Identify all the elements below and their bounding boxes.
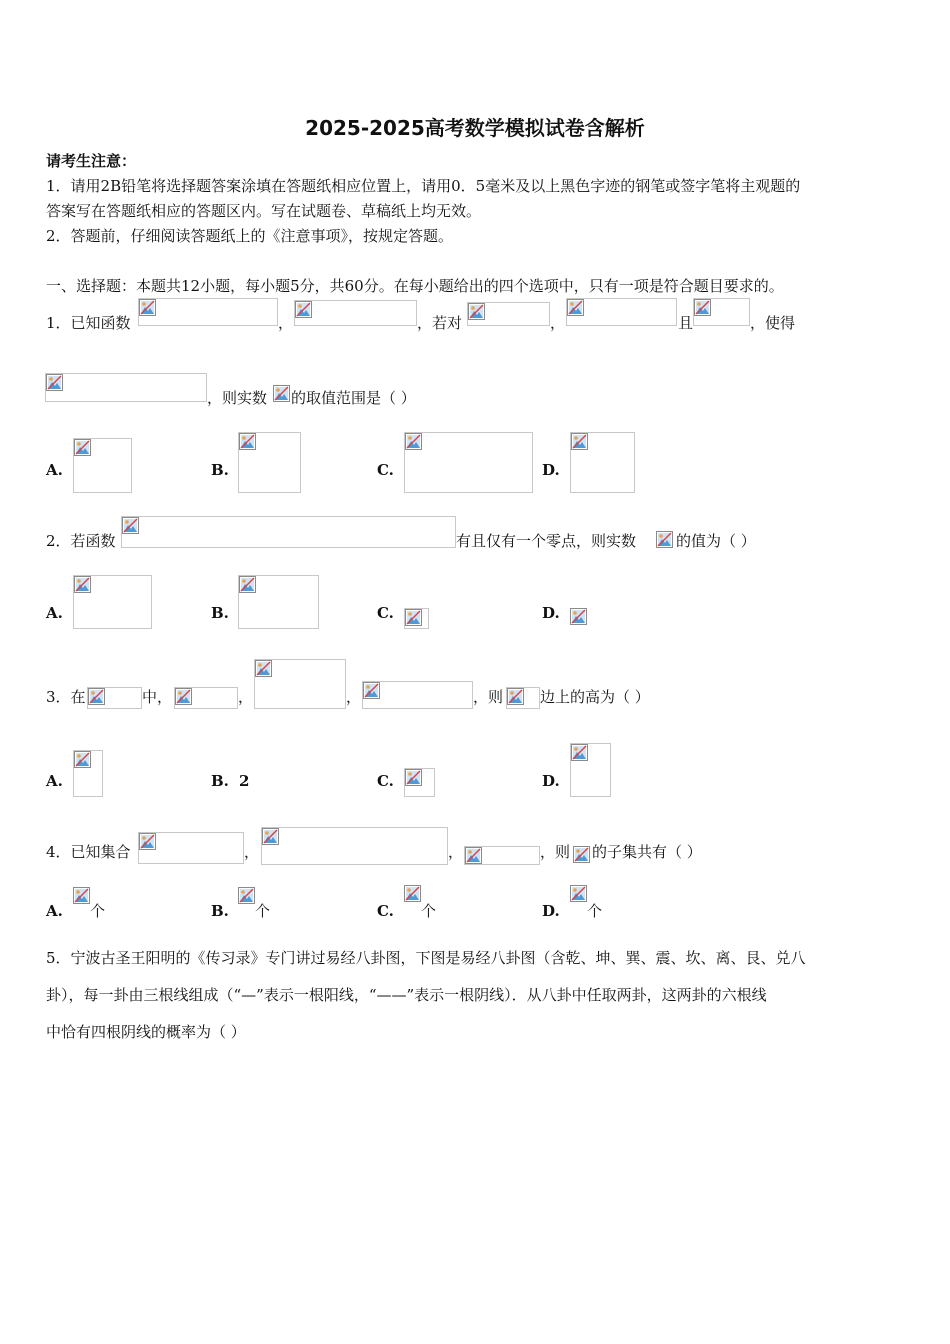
broken-image-icon <box>74 576 91 597</box>
formula-image <box>362 681 473 709</box>
option-image <box>404 768 435 797</box>
broken-image-icon <box>571 433 588 454</box>
q1-line2-end: 的取值范围是（ ） <box>291 389 416 407</box>
option-unit: 个 <box>587 902 603 920</box>
broken-image-icon <box>656 531 673 552</box>
option-d-label: D. <box>542 461 560 479</box>
broken-image-icon <box>88 688 105 709</box>
option-image <box>238 575 319 629</box>
notice-item2: 2．答题前，仔细阅读答题纸上的《注意事项》，按规定答题。 <box>46 227 454 245</box>
formula-image <box>138 832 244 864</box>
option-image <box>570 885 587 907</box>
broken-image-icon <box>405 609 422 630</box>
broken-image-icon <box>570 885 587 906</box>
q1-line2: ，则实数 <box>207 389 268 407</box>
broken-image-icon <box>175 688 192 709</box>
q2-prefix: 2．若函数 <box>46 532 116 550</box>
formula-image <box>254 659 346 709</box>
option-image <box>404 608 429 629</box>
q3-sep: ， <box>238 688 254 706</box>
formula-image <box>656 531 676 549</box>
option-unit: 个 <box>90 902 106 920</box>
option-a-label: A. <box>46 772 63 790</box>
broken-image-icon <box>262 828 279 849</box>
option-c-label: C. <box>377 604 394 622</box>
formula-image <box>467 302 550 326</box>
formula-image <box>121 516 456 548</box>
broken-image-icon <box>694 299 711 320</box>
q3-sep: ， <box>346 688 362 706</box>
option-a-label: A. <box>46 461 63 479</box>
broken-image-icon <box>570 608 587 629</box>
option-image <box>73 750 103 797</box>
broken-image-icon <box>468 303 485 324</box>
q1-sep: 且 <box>678 314 694 332</box>
option-unit: 个 <box>421 902 437 920</box>
broken-image-icon <box>405 769 422 790</box>
option-image <box>238 887 255 909</box>
broken-image-icon <box>239 576 256 597</box>
formula-image <box>45 373 207 402</box>
formula-image <box>294 300 417 326</box>
q3-prefix: 3．在 <box>46 688 86 706</box>
broken-image-icon <box>363 682 380 703</box>
q3-mid: 中， <box>142 688 173 706</box>
formula-image <box>464 846 540 865</box>
option-b-value: 2 <box>239 772 250 790</box>
broken-image-icon <box>139 833 156 854</box>
q3-end: 边上的高为（ ） <box>540 688 650 706</box>
option-image <box>73 575 152 629</box>
option-b-label: B. <box>211 604 229 622</box>
option-image <box>238 432 301 493</box>
q1-prefix: 1．已知函数 <box>46 314 131 332</box>
option-d-label: D. <box>542 772 560 790</box>
formula-image <box>138 298 278 326</box>
option-b-label: B. <box>211 902 229 920</box>
q4-sep: ， <box>244 843 260 861</box>
broken-image-icon <box>139 299 156 320</box>
formula-image <box>87 687 142 709</box>
broken-image-icon <box>404 885 421 906</box>
option-d-label: D. <box>542 604 560 622</box>
option-image <box>73 887 90 909</box>
formula-image <box>506 687 540 709</box>
formula-image <box>273 385 291 403</box>
q2-end: 的值为（ ） <box>676 532 756 550</box>
option-image <box>570 432 635 493</box>
q4-prefix: 4．已知集合 <box>46 843 131 861</box>
q5-line2: 卦），每一卦由三根线组成（“—”表示一根阳线，“——”表示一根阴线）．从八卦中任取两卦，这两卦的六根线 <box>46 986 767 1004</box>
notice-item1-line2: 答案写在答题纸相应的答题区内。写在试题卷、草稿纸上均无效。 <box>46 202 482 220</box>
broken-image-icon <box>465 847 482 868</box>
broken-image-icon <box>46 374 63 395</box>
q5-line1: 5．宁波古圣王阳明的《传习录》专门讲过易经八卦图，下图是易经八卦图（含乾、坤、巽、震、坎、离、艮、兑八 <box>46 949 806 967</box>
q1-sep: ，若对 <box>417 314 463 332</box>
option-unit: 个 <box>255 902 271 920</box>
page-title: 2025-2025高考数学模拟试卷含解析 <box>305 116 645 140</box>
q4-end: 的子集共有（ ） <box>592 843 702 861</box>
option-b-label: B. <box>211 772 229 790</box>
notice-item1-line1: 1．请用2B铅笔将选择题答案涂填在答题纸相应位置上，请用0．5毫米及以上黑色字迹的钢笔或签字笔将主观题的 <box>46 177 801 195</box>
section-heading: 一、选择题：本题共12小题，每小题5分，共60分。在每小题给出的四个选项中，只有一项是符合题目要求的。 <box>46 277 784 295</box>
broken-image-icon <box>122 517 139 538</box>
q1-sep: ， <box>550 314 566 332</box>
broken-image-icon <box>573 846 590 867</box>
broken-image-icon <box>74 751 91 772</box>
option-d-label: D. <box>542 902 560 920</box>
broken-image-icon <box>255 660 272 681</box>
option-c-label: C. <box>377 902 394 920</box>
option-c-label: C. <box>377 772 394 790</box>
q4-then: ，则 <box>540 843 571 861</box>
broken-image-icon <box>74 439 91 460</box>
option-a-label: A. <box>46 902 63 920</box>
broken-image-icon <box>273 385 290 406</box>
broken-image-icon <box>507 688 524 709</box>
formula-image <box>573 846 592 865</box>
broken-image-icon <box>73 887 90 908</box>
formula-image <box>261 827 448 865</box>
option-c-label: C. <box>377 461 394 479</box>
q2-mid: 有且仅有一个零点，则实数 <box>456 532 637 550</box>
option-image <box>570 608 588 629</box>
q3-then: ，则 <box>473 688 504 706</box>
broken-image-icon <box>238 887 255 908</box>
formula-image <box>693 298 750 326</box>
broken-image-icon <box>295 301 312 322</box>
notice-heading: 请考生注意： <box>46 152 137 170</box>
q5-line3: 中恰有四根阴线的概率为（ ） <box>46 1023 246 1041</box>
broken-image-icon <box>239 433 256 454</box>
broken-image-icon <box>567 299 584 320</box>
option-image <box>404 432 533 493</box>
broken-image-icon <box>405 433 422 454</box>
option-image <box>570 743 611 797</box>
formula-image <box>566 298 677 326</box>
q1-sep: ，使得 <box>750 314 796 332</box>
q4-sep: ， <box>448 843 464 861</box>
q1-sep: ， <box>278 314 294 332</box>
broken-image-icon <box>571 744 588 765</box>
option-b-label: B. <box>211 461 229 479</box>
option-image <box>73 438 132 493</box>
option-image <box>404 885 421 907</box>
formula-image <box>174 687 238 709</box>
option-a-label: A. <box>46 604 63 622</box>
